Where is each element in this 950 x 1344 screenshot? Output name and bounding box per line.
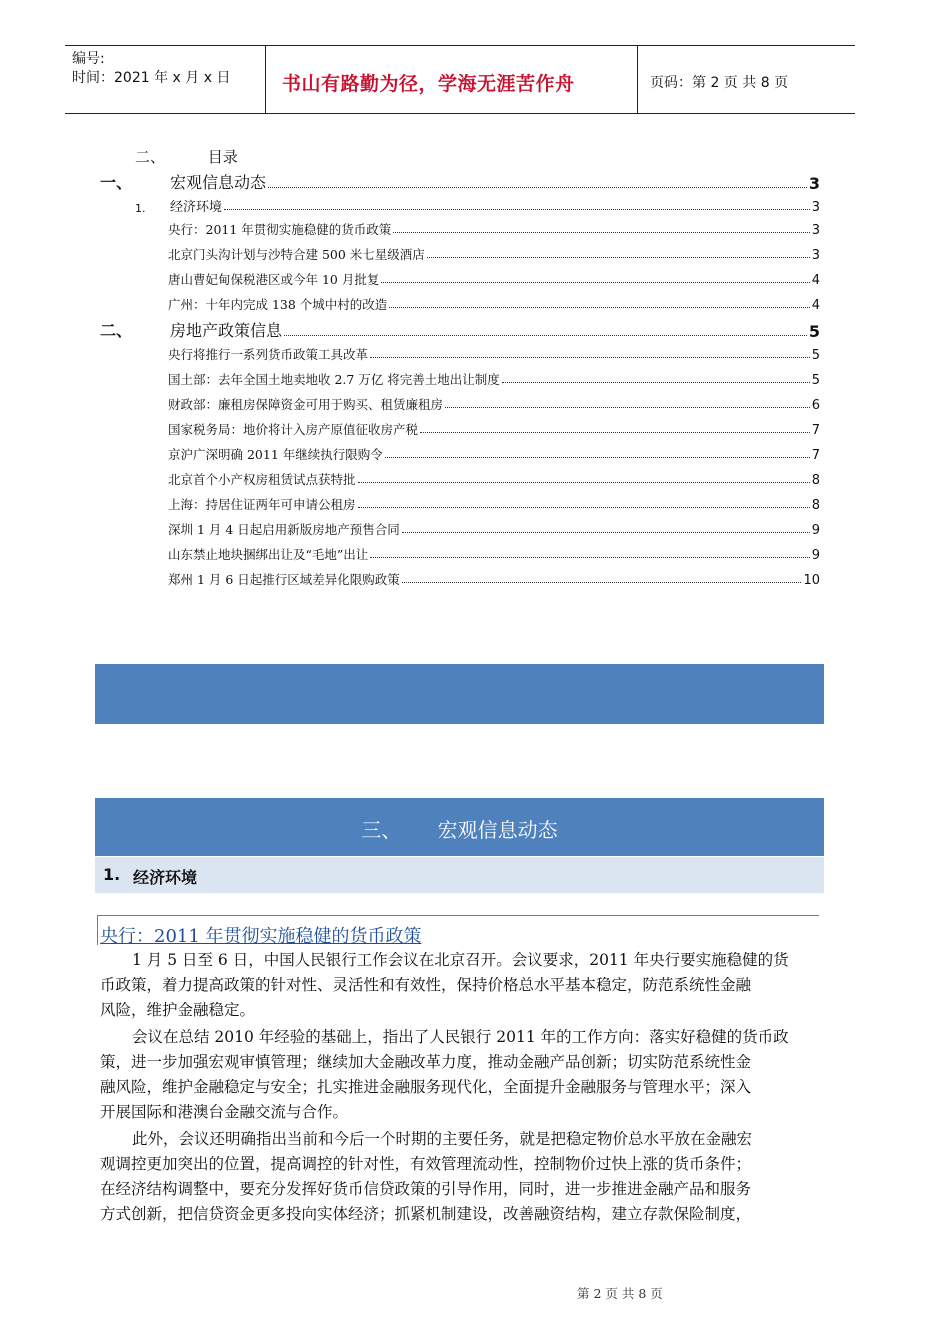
toc-leader-dots — [268, 186, 807, 188]
subsection-header — [95, 857, 824, 893]
toc-entry-text: 国家税务局：地价将计入房产原值征收房产税 — [168, 422, 419, 437]
toc-leader-dots — [402, 581, 802, 583]
toc-entry-number: 1. — [135, 202, 146, 215]
toc-entry-page: 5 — [808, 322, 820, 341]
article-line: 开展国际和港澳台金融交流与合作。 — [100, 1103, 349, 1121]
toc-entry-page: 8 — [811, 473, 820, 488]
toc-leader-dots — [393, 231, 809, 233]
section-title-text: 宏观信息动态 — [437, 818, 558, 842]
toc-entry[interactable] — [168, 395, 820, 413]
toc-entry[interactable] — [135, 196, 820, 215]
header-time-label: 时间：2021 年 x 月 x 日 — [72, 70, 231, 86]
toc-entry-text: 宏观信息动态 — [170, 173, 267, 192]
toc-leader-dots — [224, 208, 810, 210]
toc-entry-page: 5 — [811, 348, 820, 363]
article-title[interactable]: 央行：2011 年贯彻实施稳健的货币政策 — [100, 926, 422, 947]
toc-leader-dots — [445, 406, 810, 408]
toc-entry-number: 二、 — [100, 321, 133, 340]
toc-leader-dots — [370, 556, 809, 558]
page-footer: 第 2 页 共 8 页 — [577, 1286, 663, 1301]
toc-entry-page: 7 — [811, 448, 820, 463]
article-title-rule — [97, 915, 819, 916]
toc-entry-page: 8 — [811, 498, 820, 513]
toc-heading — [135, 146, 238, 167]
toc-entry[interactable] — [168, 270, 820, 288]
header-motto: 书山有路勤为径，学海无涯苦作舟 — [282, 73, 575, 95]
article-line: 1 月 5 日至 6 日，中国人民银行工作会议在北京召开。会议要求，2011 年央行要实施稳健的货 — [132, 951, 789, 969]
article-title-left-bar — [97, 915, 98, 945]
toc-entry-page: 9 — [811, 548, 820, 563]
toc-leader-dots — [358, 481, 810, 483]
toc-entry[interactable] — [168, 345, 820, 363]
section-banner — [95, 798, 824, 856]
article-line: 方式创新，把信贷资金更多投向实体经济；抓紧机制建设，改善融资结构，建立存款保险制度， — [100, 1205, 752, 1223]
toc-entry-page: 6 — [811, 398, 820, 413]
toc-entry-page: 3 — [808, 174, 820, 193]
toc-entry-text: 广州：十年内完成 138 个城中村的改造 — [168, 297, 388, 312]
toc-entry[interactable] — [100, 170, 820, 193]
article-line: 币政策，着力提高政策的针对性、灵活性和有效性，保持价格总水平基本稳定，防范系统性金融 — [100, 976, 752, 994]
toc-entry[interactable] — [168, 570, 820, 588]
toc-entry[interactable] — [168, 370, 820, 388]
toc-entry-text: 央行将推行一系列货币政策工具改革 — [168, 347, 369, 362]
article-line: 观调控更加突出的位置，提高调控的针对性，有效管理流动性，控制物价过快上涨的货币条件； — [100, 1155, 752, 1173]
toc-entry-page: 10 — [803, 573, 820, 588]
toc-leader-dots — [284, 334, 807, 336]
toc-leader-dots — [427, 256, 810, 258]
toc-leader-dots — [385, 456, 810, 458]
toc-entry-page: 3 — [811, 223, 820, 238]
section-title-number: 三、 — [361, 818, 402, 842]
toc-heading-number: 二、 — [135, 148, 166, 166]
article-line: 融风险，维护金融稳定与安全；扎实推进金融服务现代化，全面提升金融服务与管理水平；深入 — [100, 1078, 752, 1096]
header-divider-left — [265, 45, 266, 113]
toc-entry[interactable] — [168, 445, 820, 463]
toc-leader-dots — [389, 306, 809, 308]
header-page-info: 页码：第 2 页 共 8 页 — [650, 75, 789, 91]
toc-entry-text: 山东禁止地块捆绑出让及“毛地”出让 — [168, 547, 369, 562]
toc-entry-text: 北京门头沟计划与沙特合建 500 米七星级酒店 — [168, 247, 425, 262]
toc-leader-dots — [402, 531, 810, 533]
toc-entry-number: 一、 — [100, 173, 133, 192]
toc-entry-text: 国土部：去年全国土地卖地收 2.7 万亿 将完善土地出让制度 — [168, 372, 500, 387]
toc-leader-dots — [358, 506, 810, 508]
toc-entry[interactable] — [168, 220, 820, 238]
subsection-title: 经济环境 — [133, 868, 198, 887]
toc-entry-page: 3 — [811, 248, 820, 263]
header-top-rule — [65, 45, 855, 46]
toc-entry-page: 4 — [811, 298, 820, 313]
header-divider-right — [637, 45, 638, 113]
toc-entry-page: 3 — [811, 200, 820, 215]
toc-heading-title: 目录 — [207, 148, 238, 166]
toc-entry-text: 北京首个小产权房租赁试点获特批 — [168, 472, 356, 487]
toc-entry-text: 郑州 1 月 6 日起推行区域差异化限购政策 — [168, 572, 400, 587]
toc-leader-dots — [381, 281, 809, 283]
toc-leader-dots — [420, 431, 810, 433]
toc-entry-page: 4 — [811, 273, 820, 288]
toc-leader-dots — [370, 356, 810, 358]
section-title — [95, 814, 824, 843]
toc-entry-page: 5 — [811, 373, 820, 388]
toc-entry-text: 唐山曹妃甸保税港区或今年 10 月批复 — [168, 272, 380, 287]
article-line: 此外，会议还明确指出当前和今后一个时期的主要任务，就是把稳定物价总水平放在金融宏 — [132, 1130, 753, 1148]
article-line: 会议在总结 2010 年经验的基础上，指出了人民银行 2011 年的工作方向：落实好稳健的货币政 — [132, 1028, 789, 1046]
article-line: 风险，维护金融稳定。 — [100, 1001, 256, 1019]
article-line: 策，进一步加强宏观审慎管理；继续加大金融改革力度，推动金融产品创新；切实防范系统性金 — [100, 1053, 752, 1071]
toc-entry-text: 经济环境 — [170, 200, 223, 215]
toc-entry-text: 上海：持居住证两年可申请公租房 — [168, 497, 356, 512]
toc-entry-page: 7 — [811, 423, 820, 438]
subsection-number: 1. — [103, 865, 121, 884]
toc-entry-page: 9 — [811, 523, 820, 538]
toc-entry[interactable] — [168, 245, 820, 263]
toc-entry[interactable] — [168, 470, 820, 488]
article-line: 在经济结构调整中，要充分发挥好货币信贷政策的引导作用，同时，进一步推进金融产品和服务 — [100, 1180, 752, 1198]
toc-entry-text: 财政部：廉租房保障资金可用于购买、租赁廉租房 — [168, 397, 444, 412]
toc-entry[interactable] — [168, 545, 820, 563]
toc-entry-text: 央行：2011 年贯彻实施稳健的货币政策 — [168, 222, 392, 237]
toc-leader-dots — [502, 381, 810, 383]
toc-entry-text: 深圳 1 月 4 日起启用新版房地产预售合同 — [168, 522, 400, 537]
toc-entry[interactable] — [168, 520, 820, 538]
blank-banner — [95, 664, 824, 724]
toc-entry[interactable] — [168, 495, 820, 513]
toc-entry[interactable] — [168, 295, 820, 313]
toc-entry[interactable] — [168, 420, 820, 438]
header-bottom-rule — [65, 113, 855, 114]
toc-entry[interactable] — [100, 318, 820, 341]
toc-entry-text: 房地产政策信息 — [170, 321, 283, 340]
toc-entry-text: 京沪广深明确 2011 年继续执行限购令 — [168, 447, 383, 462]
header-number-label: 编号: — [72, 51, 105, 67]
